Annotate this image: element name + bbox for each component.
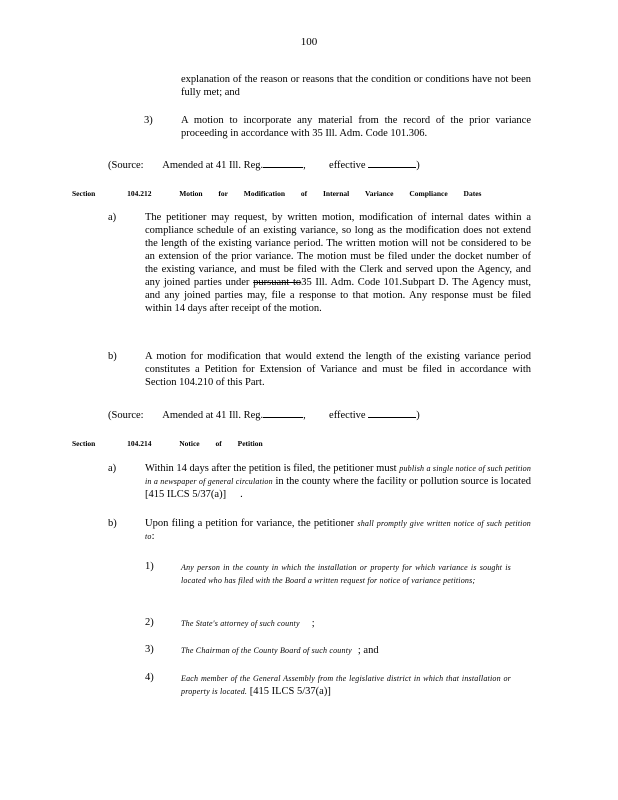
section-heading-104-212 — [72, 187, 481, 200]
source-amended: Amended at 41 Ill. Reg. — [162, 160, 264, 171]
sub-item-4-text — [181, 672, 511, 698]
source-comma: , — [303, 160, 306, 171]
sub-item-2-end: ; — [311, 618, 315, 629]
notice-a-statutory-text: publish a single notice of such petition in a newspaper of general circulation — [145, 464, 532, 486]
item-a-text-2: 35 Ill. Adm. Code 101.Subpart D. The Agency must, and any joined parties may, file a response to that motion. Any response must be filed within 14 days after receipt of the motion. — [145, 277, 532, 314]
notice-a-text-2: in the county where the facility or pollution source is located — [275, 476, 531, 487]
notice-item-b-number: b) — [108, 518, 117, 529]
sub-item-2-number: 2) — [145, 617, 154, 628]
item-a-text-1: The petitioner may request, by written motion, modification of internal dates within a compliance schedule of an existing variance, so long as the modification does not extend the length of the existing variance period. The written motion will not be considered to be an extension of the prior variance. The motion must be filed under the docket number of the existing variance, and must be filed with the Clerk and served upon the Agency, and any joined parties under — [145, 212, 531, 288]
section-title: Motion for Modification of Internal Variance Compliance Dates — [179, 189, 482, 198]
statute-citation: [415 ILCS 5/37(a)] — [249, 686, 331, 697]
source-effective: effective — [329, 160, 366, 171]
sub-item-3-italic: The Chairman of the County Board of such county — [181, 646, 352, 655]
section-heading-104-214 — [72, 437, 263, 450]
notice-b-statutory-text: shall promptly give written notice of such petition to — [145, 519, 532, 541]
notice-item-b-text — [145, 517, 531, 543]
notice-b-end: : — [151, 531, 155, 542]
page-number: 100 — [300, 36, 318, 48]
notice-b-text-1: Upon filing a petition for variance, the petitioner — [145, 518, 355, 529]
sub-item-1-number: 1) — [145, 561, 154, 572]
source-close: ) — [416, 160, 420, 171]
item-3-text: A motion to incorporate any material from the record of the prior variance proceeding in accordance with 35 Ill. Adm. Code 101.306. — [181, 115, 531, 139]
section-label: Section — [72, 439, 96, 448]
notice-item-a-number: a) — [108, 463, 117, 474]
sub-item-1-text: Any person in the county in which the installation or property for which variance is sought is located who has filed with the Board a written request for notice of variance petitions; — [181, 563, 511, 585]
source-amended: Amended at 41 Ill. Reg. — [162, 410, 264, 421]
blank-line — [368, 407, 416, 418]
continuation-paragraph: explanation of the reason or reasons that the condition or conditions have not been fully met; and — [181, 74, 531, 98]
blank-line — [263, 407, 303, 418]
sub-item-3-number: 3) — [145, 644, 154, 655]
notice-item-a-text — [145, 462, 531, 501]
source-effective: effective — [329, 410, 366, 421]
source-comma: , — [303, 410, 306, 421]
source-close: ) — [416, 410, 420, 421]
sub-item-2-text — [181, 617, 511, 630]
statute-citation: [415 ILCS 5/37(a)] — [145, 489, 227, 500]
notice-a-text-1: Within 14 days after the petition is filed, the petitioner must — [145, 463, 397, 474]
item-b-number: b) — [108, 351, 117, 362]
blank-line — [263, 157, 303, 168]
item-3-number: 3) — [144, 115, 153, 126]
sub-item-4-italic: Each member of the General Assembly from the legislative district in which that installation or property is located. — [181, 674, 511, 696]
struck-text: pursuant to — [253, 277, 302, 288]
item-a-number: a) — [108, 212, 117, 223]
source-label: (Source: — [108, 160, 144, 171]
sub-item-3-end: ; and — [357, 645, 379, 656]
sub-item-3-text — [181, 644, 511, 657]
sub-item-4-number: 4) — [145, 672, 154, 683]
item-a-text — [145, 211, 531, 315]
section-number: 104.214 — [127, 439, 152, 448]
item-b-text: A motion for modification that would extend the length of the existing variance period constitutes a Petition for Extension of Variance and must be filed in accordance with Section 104.210 of this Part. — [145, 351, 531, 388]
blank-line — [368, 157, 416, 168]
section-label: Section — [72, 189, 96, 198]
section-number: 104.212 — [127, 189, 152, 198]
sub-item-2-italic: The State's attorney of such county — [181, 619, 300, 628]
section-title: Notice of Petition — [179, 439, 263, 448]
source-label: (Source: — [108, 410, 144, 421]
notice-a-end: . — [240, 489, 243, 500]
